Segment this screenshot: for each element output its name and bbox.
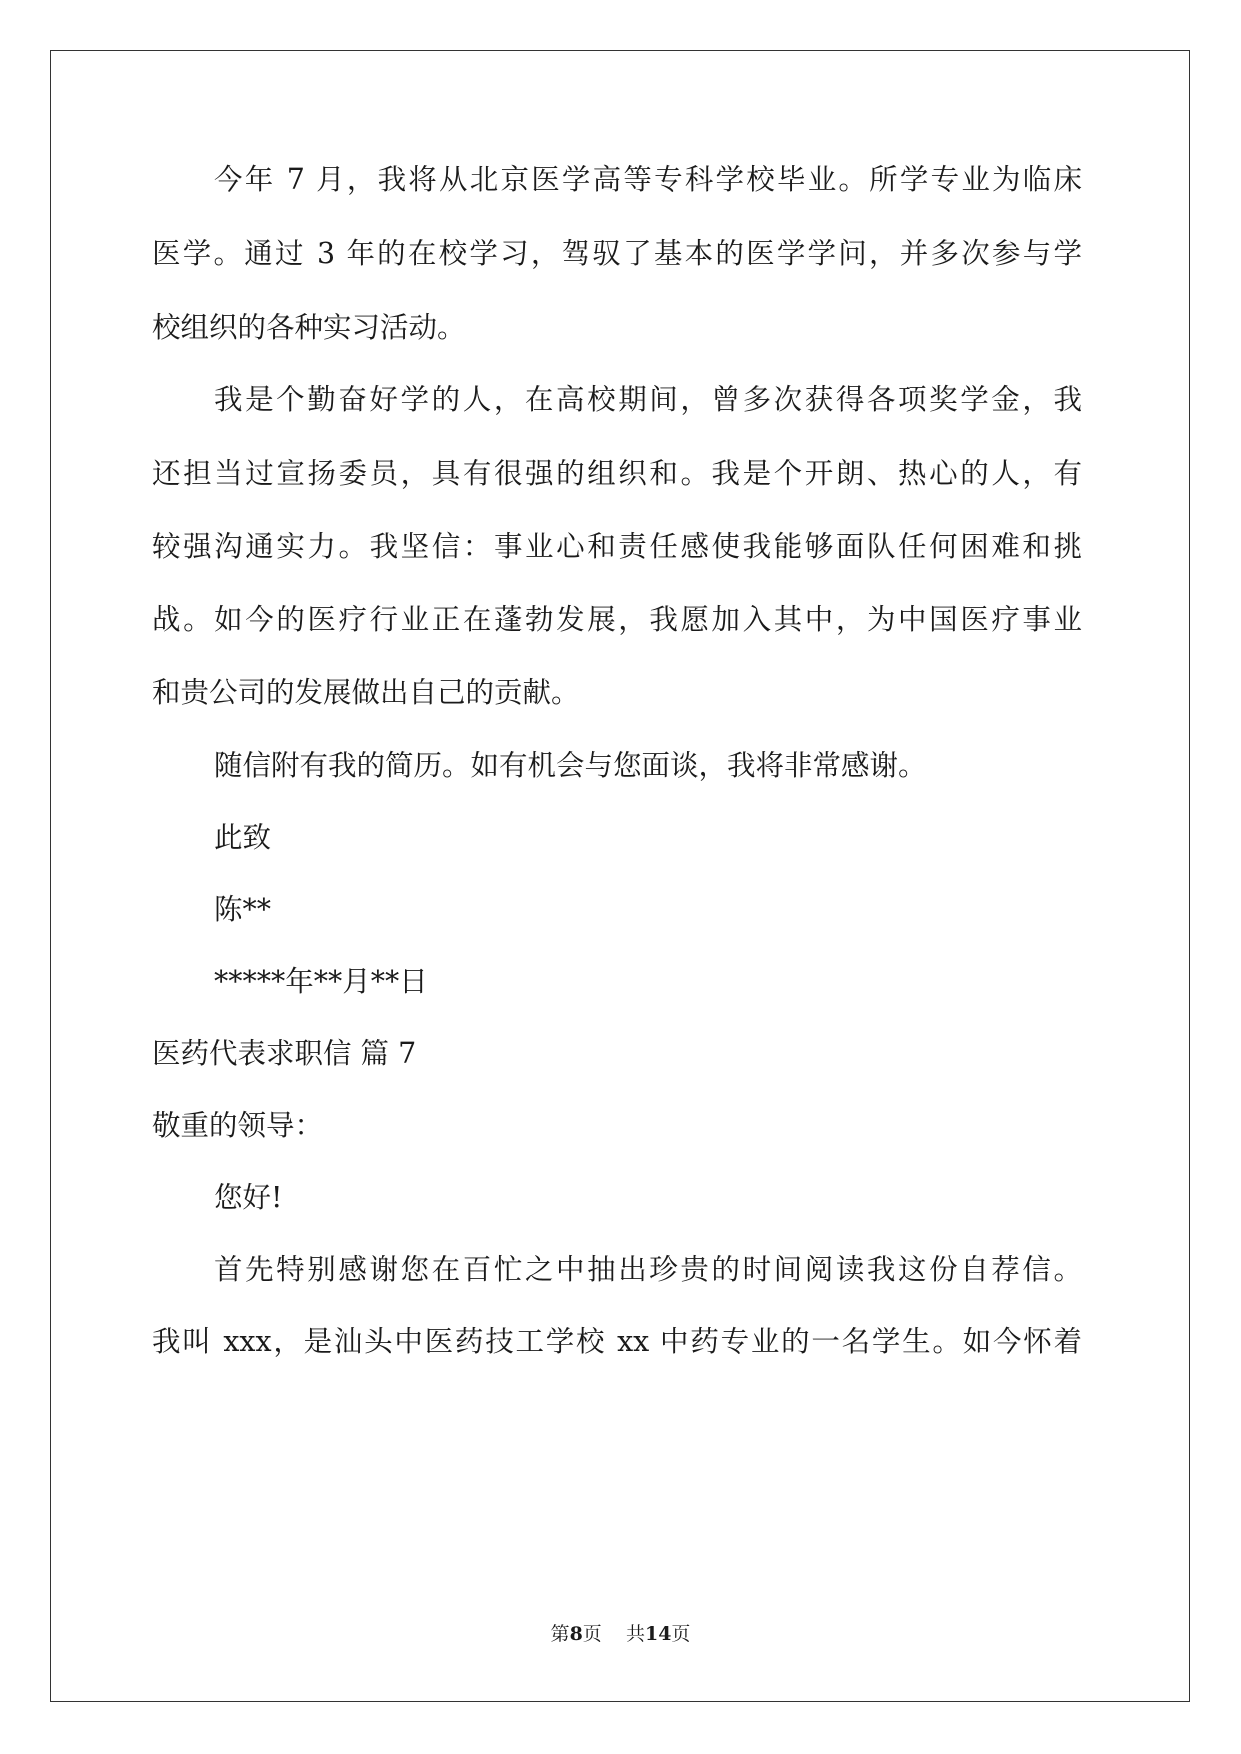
paragraph-line: 还担当过宣扬委员，具有很强的组织和。我是个开朗、热心的人，有 bbox=[152, 457, 1082, 490]
page-footer bbox=[0, 1622, 1241, 1646]
footer-page-number: 8 bbox=[569, 1623, 583, 1645]
paragraph-line: 和贵公司的发展做出自己的贡献。 bbox=[152, 676, 580, 709]
paragraph-line: 首先特别感谢您在百忙之中抽出珍贵的时间阅读我这份自荐信。 bbox=[214, 1253, 1082, 1286]
closing-line: 此致 bbox=[214, 821, 272, 854]
salutation: 敬重的领导： bbox=[152, 1109, 324, 1142]
paragraph-line: 战。如今的医疗行业正在蓬勃发展，我愿加入其中，为中国医疗事业 bbox=[152, 603, 1082, 636]
greeting: 您好! bbox=[214, 1181, 283, 1214]
footer-suffix: 页 bbox=[671, 1623, 691, 1645]
footer-prefix: 第 bbox=[550, 1623, 570, 1645]
paragraph-line: 我叫 xxx，是汕头中医药技工学校 xx 中药专业的一名学生。如今怀着 bbox=[152, 1325, 1082, 1358]
signature-date: *****年**月**日 bbox=[214, 965, 428, 998]
paragraph-line: 我是个勤奋好学的人，在高校期间，曾多次获得各项奖学金，我 bbox=[214, 383, 1082, 416]
paragraph-line: 随信附有我的简历。如有机会与您面谈，我将非常感谢。 bbox=[214, 749, 927, 782]
page-border bbox=[50, 50, 1190, 1702]
paragraph-line: 医学。通过 3 年的在校学习，驾驭了基本的医学学问，并多次参与学 bbox=[152, 237, 1082, 270]
paragraph-line: 校组织的各种实习活动。 bbox=[152, 311, 466, 344]
paragraph-line: 今年 7 月，我将从北京医学高等专科学校毕业。所学专业为临床 bbox=[214, 163, 1082, 196]
paragraph-line: 较强沟通实力。我坚信：事业心和责任感使我能够面队任何困难和挑 bbox=[152, 530, 1082, 563]
signature-name: 陈** bbox=[214, 893, 272, 926]
section-heading: 医药代表求职信 篇 7 bbox=[152, 1037, 417, 1070]
footer-total-pages: 14 bbox=[644, 1623, 672, 1645]
footer-middle: 页 共 bbox=[582, 1623, 645, 1645]
